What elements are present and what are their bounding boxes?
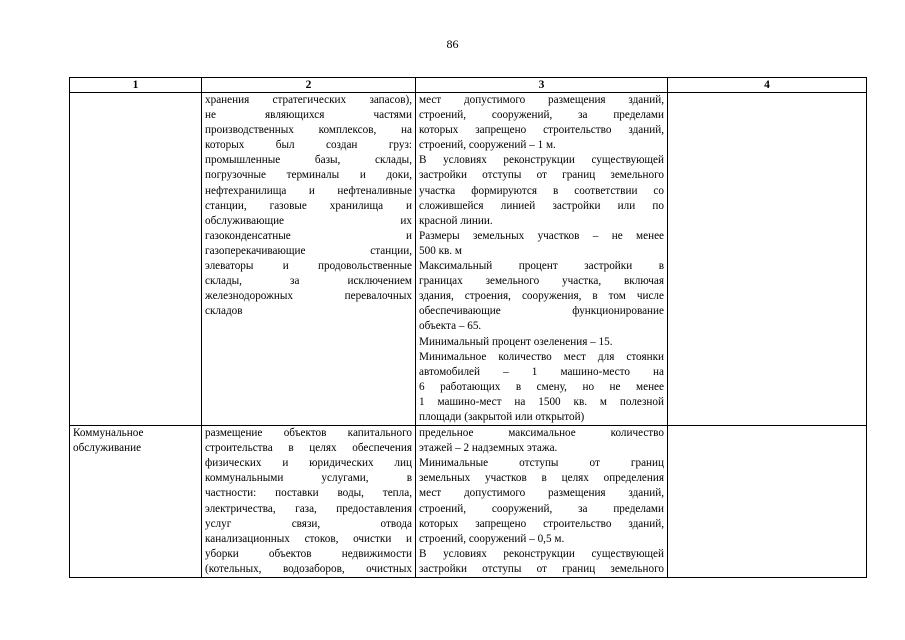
cell-text-line: строений, сооружений, за пределами [419, 502, 664, 515]
cell-text-line: складов [205, 305, 243, 318]
cell-text-line: застройки отступы от границ земельного [419, 562, 664, 575]
cell-text-line: участка формируются в соответствии со [419, 184, 664, 197]
cell-text-line: 500 кв. м [419, 244, 462, 257]
cell-text-line: частности: поставки воды, тепла, [205, 487, 412, 500]
cell-text-line: строительства в целях обеспечения [205, 442, 412, 455]
cell-text-line: застройки отступы от границ земельного [419, 169, 664, 182]
cell-text-line: услуг связи, отвода [205, 517, 412, 530]
cell-text-line: сложившейся линией застройки или по [419, 199, 664, 212]
cell-text-line: физических и юридических лиц [205, 457, 412, 470]
cell-text-line: размещение объектов капитального [205, 427, 412, 440]
cell-text-line: нефтехранилища и нефтеналивные [205, 184, 412, 197]
cell-text-line: Минимальный процент озеленения – 15. [419, 335, 613, 348]
row1-col2-cell [202, 93, 416, 426]
table-row [70, 426, 867, 578]
page-number: 86 [446, 37, 459, 51]
cell-text-line: которых запрещено строительство зданий, [419, 124, 664, 137]
cell-text-line: предельное максимальное количество [419, 427, 664, 440]
cell-text-line: красной линии. [419, 214, 493, 227]
cell-text-line: мест допустимого размещения зданий, [419, 94, 664, 106]
row1-col1-cell [70, 93, 202, 426]
land-use-table [69, 77, 867, 578]
cell-text-line: объекта – 65. [419, 320, 482, 333]
row1-col3-cell [416, 93, 668, 426]
header-col-4: 4 [668, 78, 867, 93]
cell-text-line: земельных участков в целях определения [419, 472, 664, 485]
cell-text-line: электричества, газа, предоставления [205, 502, 412, 515]
table-header-row [70, 78, 867, 93]
cell-text-line: погрузочные терминалы и доки, [205, 169, 412, 182]
cell-text-line: газоконденсатные и [205, 229, 412, 242]
cell-text-line: автомобилей – 1 машино-место на [419, 365, 664, 378]
header-col-1: 1 [70, 78, 202, 93]
cell-text-line: склады, за исключением [205, 275, 412, 288]
header-col-2: 2 [202, 78, 416, 93]
cell-text-line: элеваторы и продовольственные [205, 260, 412, 273]
cell-text-line: мест допустимого размещения зданий, [419, 487, 664, 500]
cell-text-line: железнодорожных перевалочных [205, 290, 412, 303]
cell-text-line: строений, сооружений – 1 м. [419, 139, 556, 152]
cell-text-line: канализационных стоков, очистки и [205, 532, 412, 545]
cell-text-line: В условиях реконструкции существующей [419, 154, 664, 167]
cell-text-line: газоперекачивающие станции, [205, 244, 412, 257]
cell-text-line: строений, сооружений, за пределами [419, 109, 664, 122]
use-type-name-line: обслуживание [73, 442, 142, 455]
cell-text-line: уборки объектов недвижимости [205, 547, 412, 560]
row2-col1-cell [70, 426, 202, 578]
cell-text-line: Минимальные отступы от границ [419, 457, 664, 470]
cell-text-line: станции, газовые хранилища и [205, 199, 412, 212]
row1-col4-cell [668, 93, 867, 426]
cell-text-line: строений, сооружений – 0,5 м. [419, 532, 565, 545]
cell-text-line: Минимальное количество мест для стоянки [419, 350, 664, 363]
row2-col3-cell [416, 426, 668, 578]
cell-text-line: хранения стратегических запасов), [205, 94, 412, 106]
cell-text-line: границах земельного участка, включая [419, 275, 664, 288]
table-row [70, 93, 867, 426]
cell-text-line: Размеры земельных участков – не менее [419, 229, 664, 242]
cell-text-line: которых был создан груз: [205, 139, 412, 152]
cell-text-line: (котельных, водозаборов, очистных [205, 562, 412, 575]
cell-text-line: здания, строения, сооружения, в том числе [419, 290, 664, 303]
row2-col4-cell [668, 426, 867, 578]
use-type-name-line: Коммунальное [73, 427, 144, 440]
cell-text-line: этажей – 2 надземных этажа. [419, 442, 558, 455]
cell-text-line: Максимальный процент застройки в [419, 260, 664, 273]
cell-text-line: которых запрещено строительство зданий, [419, 517, 664, 530]
cell-text-line: 1 машино-мест на 1500 кв. м полезной [419, 395, 664, 408]
cell-text-line: коммунальными услугами, в [205, 472, 412, 485]
header-col-3: 3 [416, 78, 668, 93]
cell-text-line: не являющихся частями [205, 109, 412, 122]
cell-text-line: В условиях реконструкции существующей [419, 547, 664, 560]
row2-col2-cell [202, 426, 416, 578]
cell-text-line: 6 работающих в смену, но не менее [419, 380, 664, 393]
cell-text-line: производственных комплексов, на [205, 124, 412, 137]
cell-text-line: промышленные базы, склады, [205, 154, 412, 167]
cell-text-line: обслуживающие их [205, 214, 412, 227]
cell-text-line: обеспечивающие функционирование [419, 305, 664, 318]
cell-text-line: площади (закрытой или открытой) [419, 410, 585, 423]
